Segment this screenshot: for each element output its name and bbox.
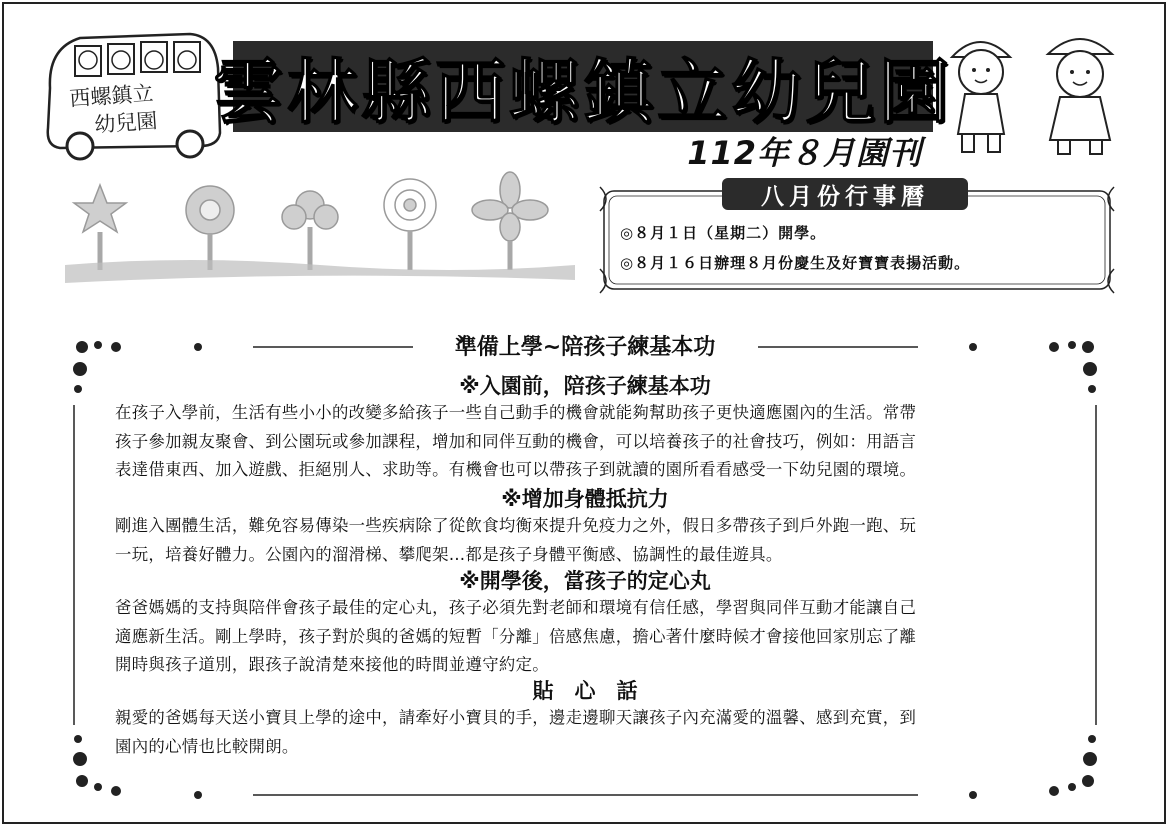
section-body [115, 594, 1065, 680]
issue-label: 112年８月園刊 [687, 134, 922, 172]
article-title: 準備上學~陪孩子練基本功 [415, 331, 755, 365]
paragraph-line: 親愛的爸媽每天送小寶貝上學的途中，請牽好小寶貝的手，邊走邊聊天讓孩子內充滿愛的溫馨、感到充實，到 [115, 708, 917, 727]
school-bus-illustration [40, 28, 225, 163]
bus-label-line2: 幼兒園 [93, 108, 159, 137]
event-item: ◎８月１６日辦理８月份慶生及好寶寶表揚活動。 [620, 254, 971, 272]
paragraph-line: 一玩，培養好體力。公園內的溜滑梯、攀爬架…都是孩子身體平衡感、協調性的最佳遊具。 [115, 544, 783, 564]
paragraph-line: 剛進入團體生活，難免容易傳染一些疾病除了從飲食均衡來提升免疫力之外，假日多帶孩子到戶外跑一跑、玩 [115, 516, 917, 535]
paragraph-line: 爸爸媽媽的支持與陪伴會孩子最佳的定心丸，孩子必須先對老師和環境有信任感，學習與同伴互動才能讓自己 [115, 598, 917, 617]
events-heading: 八月份行事曆 [722, 178, 968, 210]
paragraph-line: 孩子參加親友聚會、到公園玩或參加課程，增加和同伴互動的機會，可以培養孩子的社會技巧，例如：用語言 [115, 431, 917, 451]
paragraph-line: 開時與孩子道別，跟孩子說清楚來接他的時間並遵守約定。 [115, 655, 549, 675]
section-body [115, 399, 1065, 485]
paragraph-line: 表達借東西、加入遊戲、拒絕別人、求助等。有機會也可以帶孩子到就讀的園所看看感受一下幼兒園的環境。 [115, 460, 917, 480]
section-heading: ※入園前，陪孩子練基本功 [459, 374, 711, 398]
event-item: ◎８月１日（星期二）開學。 [620, 224, 827, 242]
page-title: 雲林縣西螺鎮立幼兒園 [213, 51, 953, 133]
paragraph-line: 在孩子入學前，生活有些小小的改變多給孩子一些自己動手的機會就能夠幫助孩子更快適應園內的生活。常帶 [115, 403, 917, 422]
paragraph-line: 園內的心情也比較開朗。 [115, 736, 299, 756]
section-body [115, 704, 1065, 761]
section-heading: ※開學後，當孩子的定心丸 [459, 569, 711, 593]
paragraph-line: 適應新生活。剛上學時，孩子對於與的爸媽的短暫「分離」倍感焦慮，擔心著什麼時候才會接他回家別忘了離 [115, 626, 917, 646]
flowers-illustration [60, 165, 580, 295]
section-heading: 貼 心 話 [532, 679, 638, 703]
children-illustration [940, 22, 1150, 162]
section-body [115, 512, 1065, 569]
section-heading: ※增加身體抵抗力 [501, 487, 669, 511]
title-banner [213, 41, 953, 133]
bus-label-line1: 西螺鎮立 [68, 81, 155, 111]
